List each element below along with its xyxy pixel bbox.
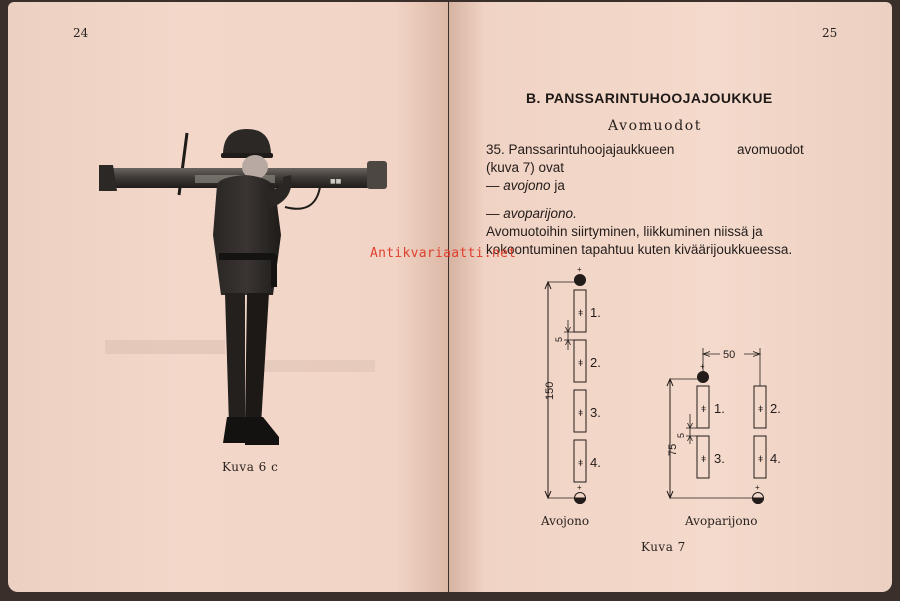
position-label: 1. <box>714 401 725 416</box>
svg-text:ǂ: ǂ <box>578 458 584 468</box>
position-label: 3. <box>714 451 725 466</box>
section-subheading: Avomuodot <box>608 118 703 134</box>
dash: — <box>486 178 504 193</box>
figure-caption-6c: Kuva 6 c <box>222 460 279 474</box>
position-label: 4. <box>590 455 601 470</box>
paragraph-line-1b: avomuodot <box>737 142 804 157</box>
paragraph-line-3 <box>486 178 565 193</box>
paragraph-line-1a: 35. Panssarintuhoojajaukkueen <box>486 142 675 157</box>
svg-text:+: + <box>577 265 582 274</box>
svg-text:+: + <box>755 483 760 492</box>
svg-text:+: + <box>577 483 582 492</box>
position-label: 4. <box>770 451 781 466</box>
position-label: 2. <box>590 355 601 370</box>
formation-diagram <box>530 262 790 512</box>
leader-marker <box>575 275 586 286</box>
left-page-number: 24 <box>73 26 89 40</box>
paragraph-line-4 <box>486 206 577 221</box>
conjunction: ja <box>550 178 565 193</box>
avojono-label: Avojono <box>541 514 590 528</box>
avojono-formation <box>544 265 601 504</box>
leader-marker <box>698 372 709 383</box>
avoparijono-formation <box>667 346 781 504</box>
dimension-50: 50 <box>723 349 736 361</box>
svg-text:ǂ: ǂ <box>578 308 584 318</box>
term-avoparijono: avoparijono. <box>503 206 577 221</box>
avoparijono-label: Avoparijono <box>685 514 758 528</box>
dimension-150: 150 <box>544 381 556 400</box>
soldier-photo <box>95 125 395 455</box>
section-heading: B. PANSSARINTUHOOJAJOUKKUE <box>526 90 773 106</box>
svg-text:ǂ: ǂ <box>758 454 764 464</box>
term-avojono: avojono <box>503 178 551 193</box>
position-label: 2. <box>770 401 781 416</box>
svg-text:ǂ: ǂ <box>578 358 584 368</box>
paragraph-line-6: kokoontuminen tapahtuu kuten kiväärijoukkueessa. <box>486 242 793 257</box>
svg-text:ǂ: ǂ <box>701 404 707 414</box>
svg-text:■■: ■■ <box>330 178 342 185</box>
position-label: 3. <box>590 405 601 420</box>
dash: — <box>486 206 504 221</box>
paragraph-line-2: (kuva 7) ovat <box>486 160 565 175</box>
svg-text:ǂ: ǂ <box>758 404 764 414</box>
watermark: Antikvariaatti.net <box>370 246 517 261</box>
dimension-75: 75 <box>667 443 679 456</box>
figure-caption-7: Kuva 7 <box>641 540 686 554</box>
dimension-5: 5 <box>676 432 686 438</box>
paragraph-line-5: Avomuotoihin siirtyminen, liikkuminen niissä ja <box>486 224 763 239</box>
svg-text:ǂ: ǂ <box>578 408 584 418</box>
position-label: 1. <box>590 305 601 320</box>
svg-text:+: + <box>700 362 705 371</box>
svg-text:ǂ: ǂ <box>701 454 707 464</box>
dimension-5: 5 <box>554 336 564 342</box>
right-page-number: 25 <box>822 26 838 40</box>
